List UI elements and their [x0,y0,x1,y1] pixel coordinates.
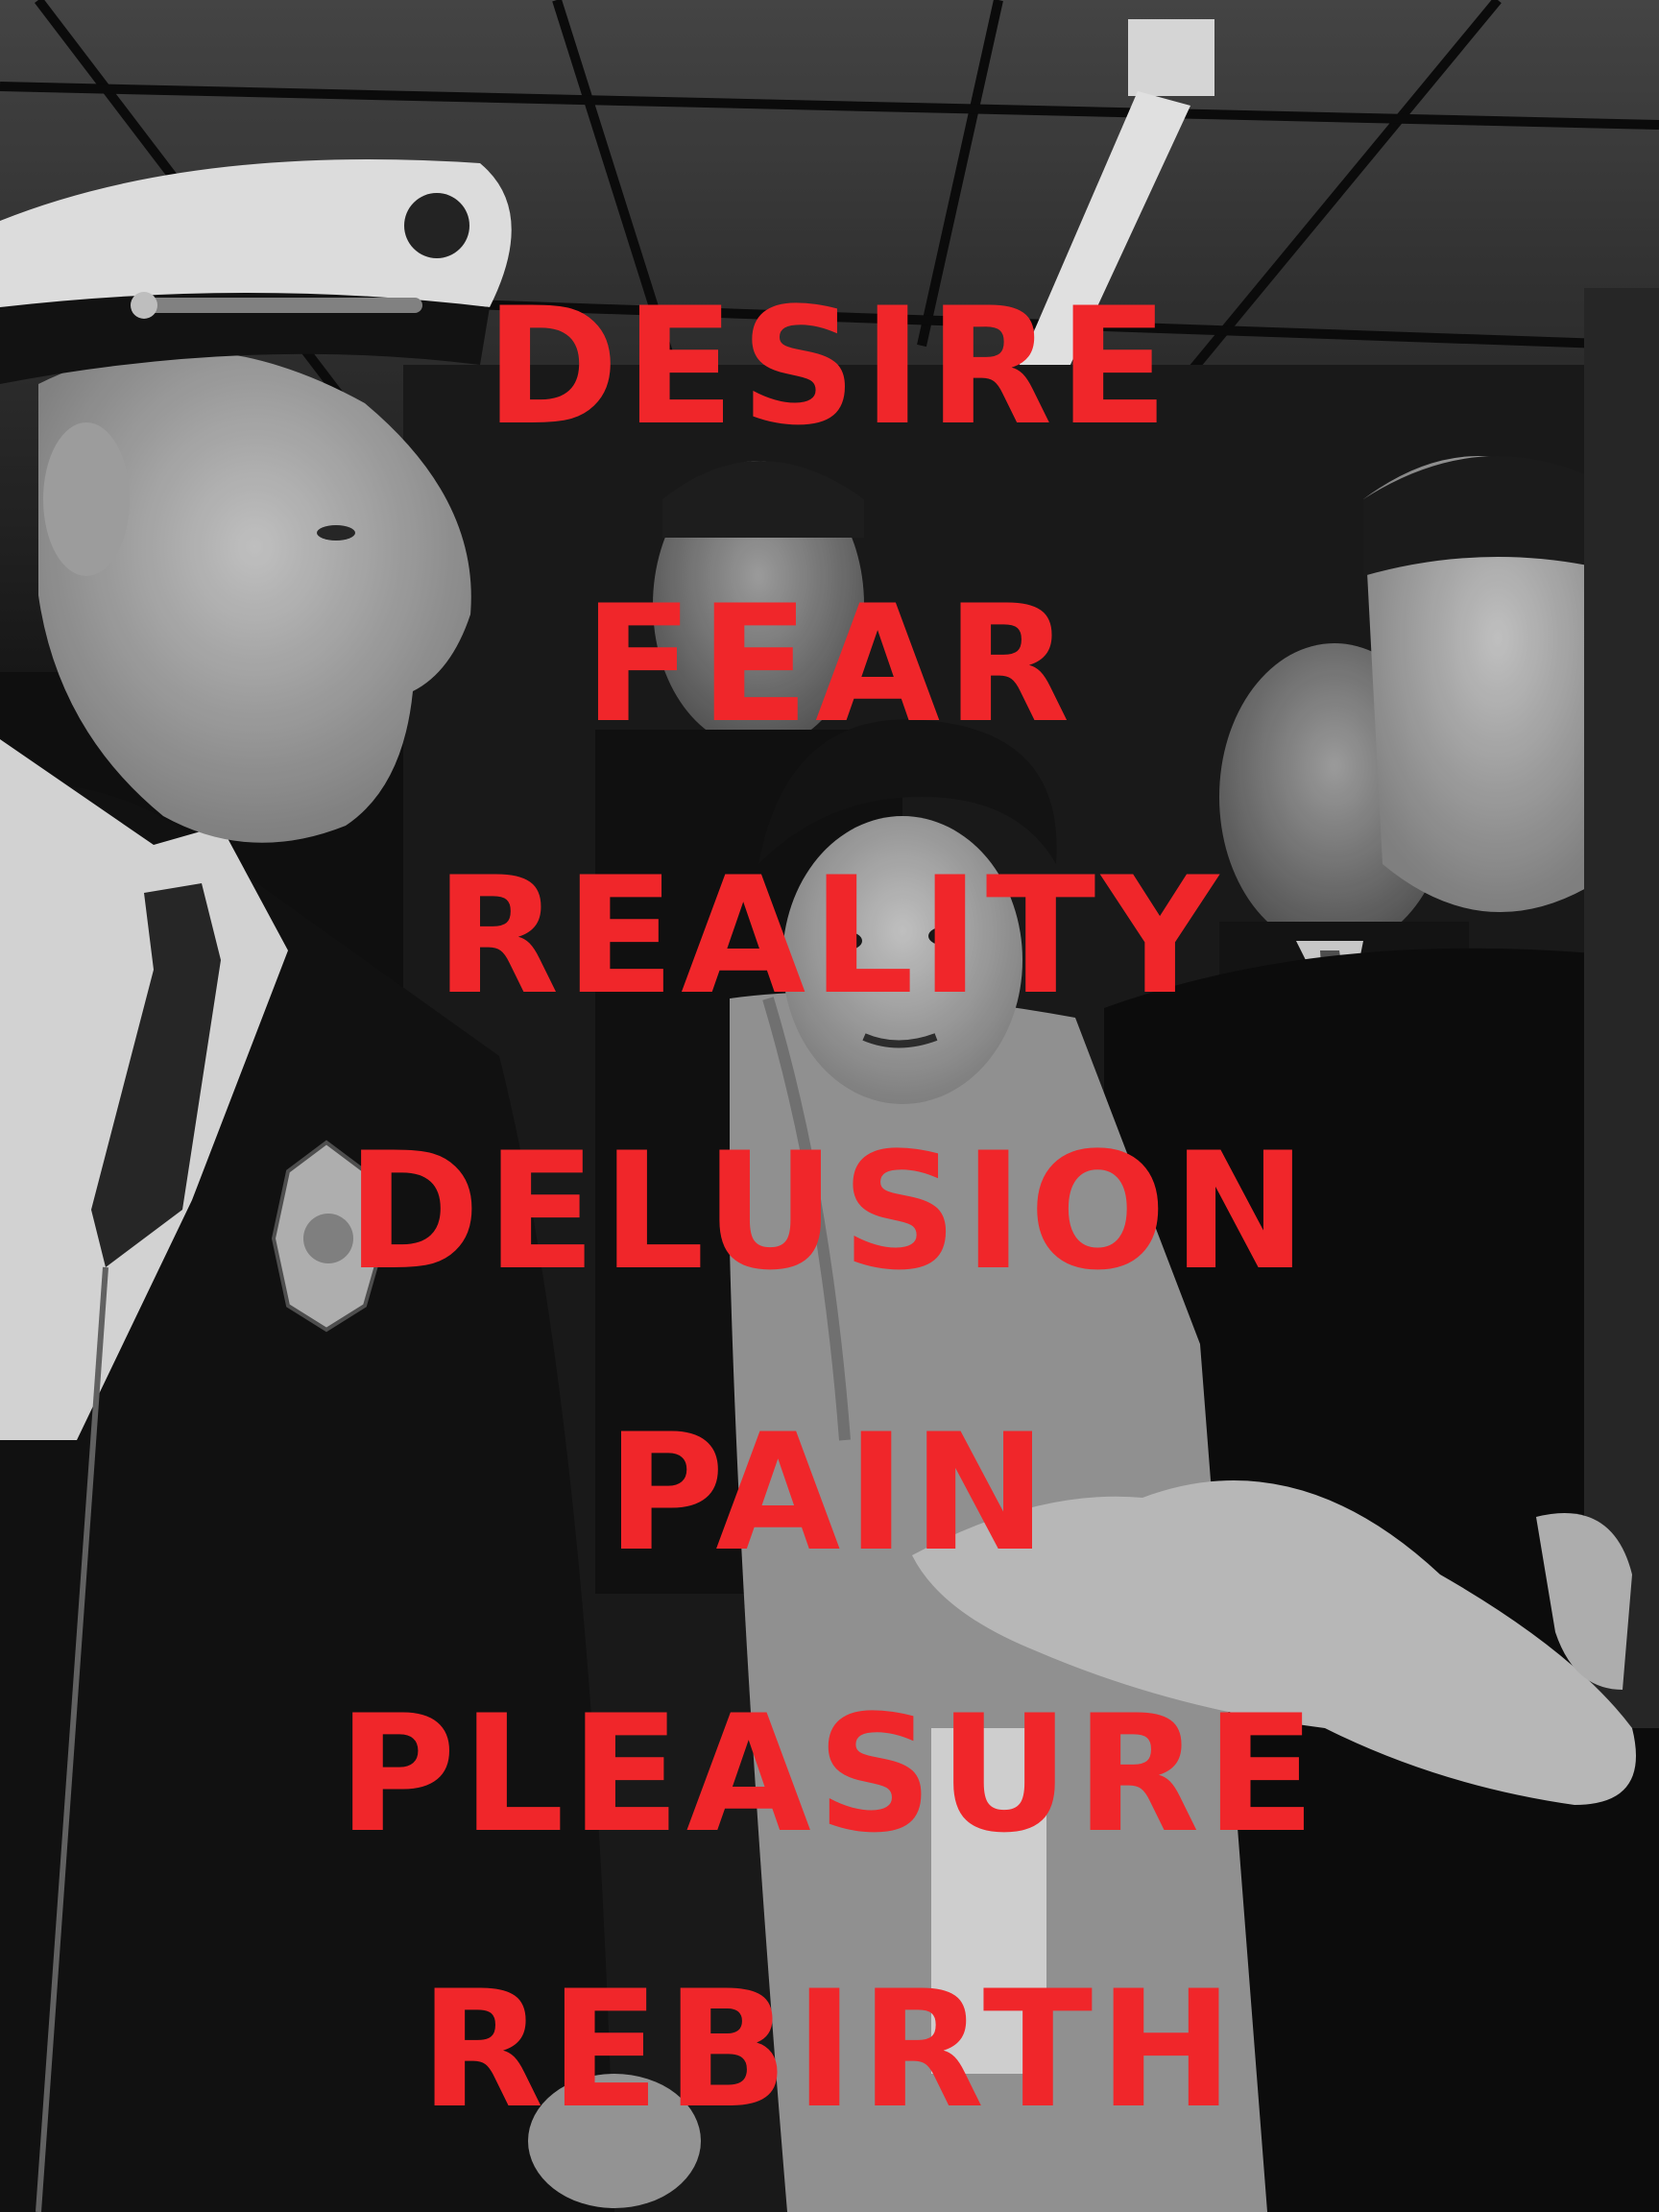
poster-word-fear: FEAR [583,570,1076,758]
poster-word-reality: REALITY [435,842,1224,1030]
poster-word-pleasure: PLEASURE [337,1680,1322,1868]
poster-word-delusion: DELUSION [346,1118,1313,1306]
poster-word-desire: DESIRE [485,273,1174,461]
poster-word-pain: PAIN [606,1399,1053,1587]
poster-word-rebirth: REBIRTH [420,1956,1239,2144]
